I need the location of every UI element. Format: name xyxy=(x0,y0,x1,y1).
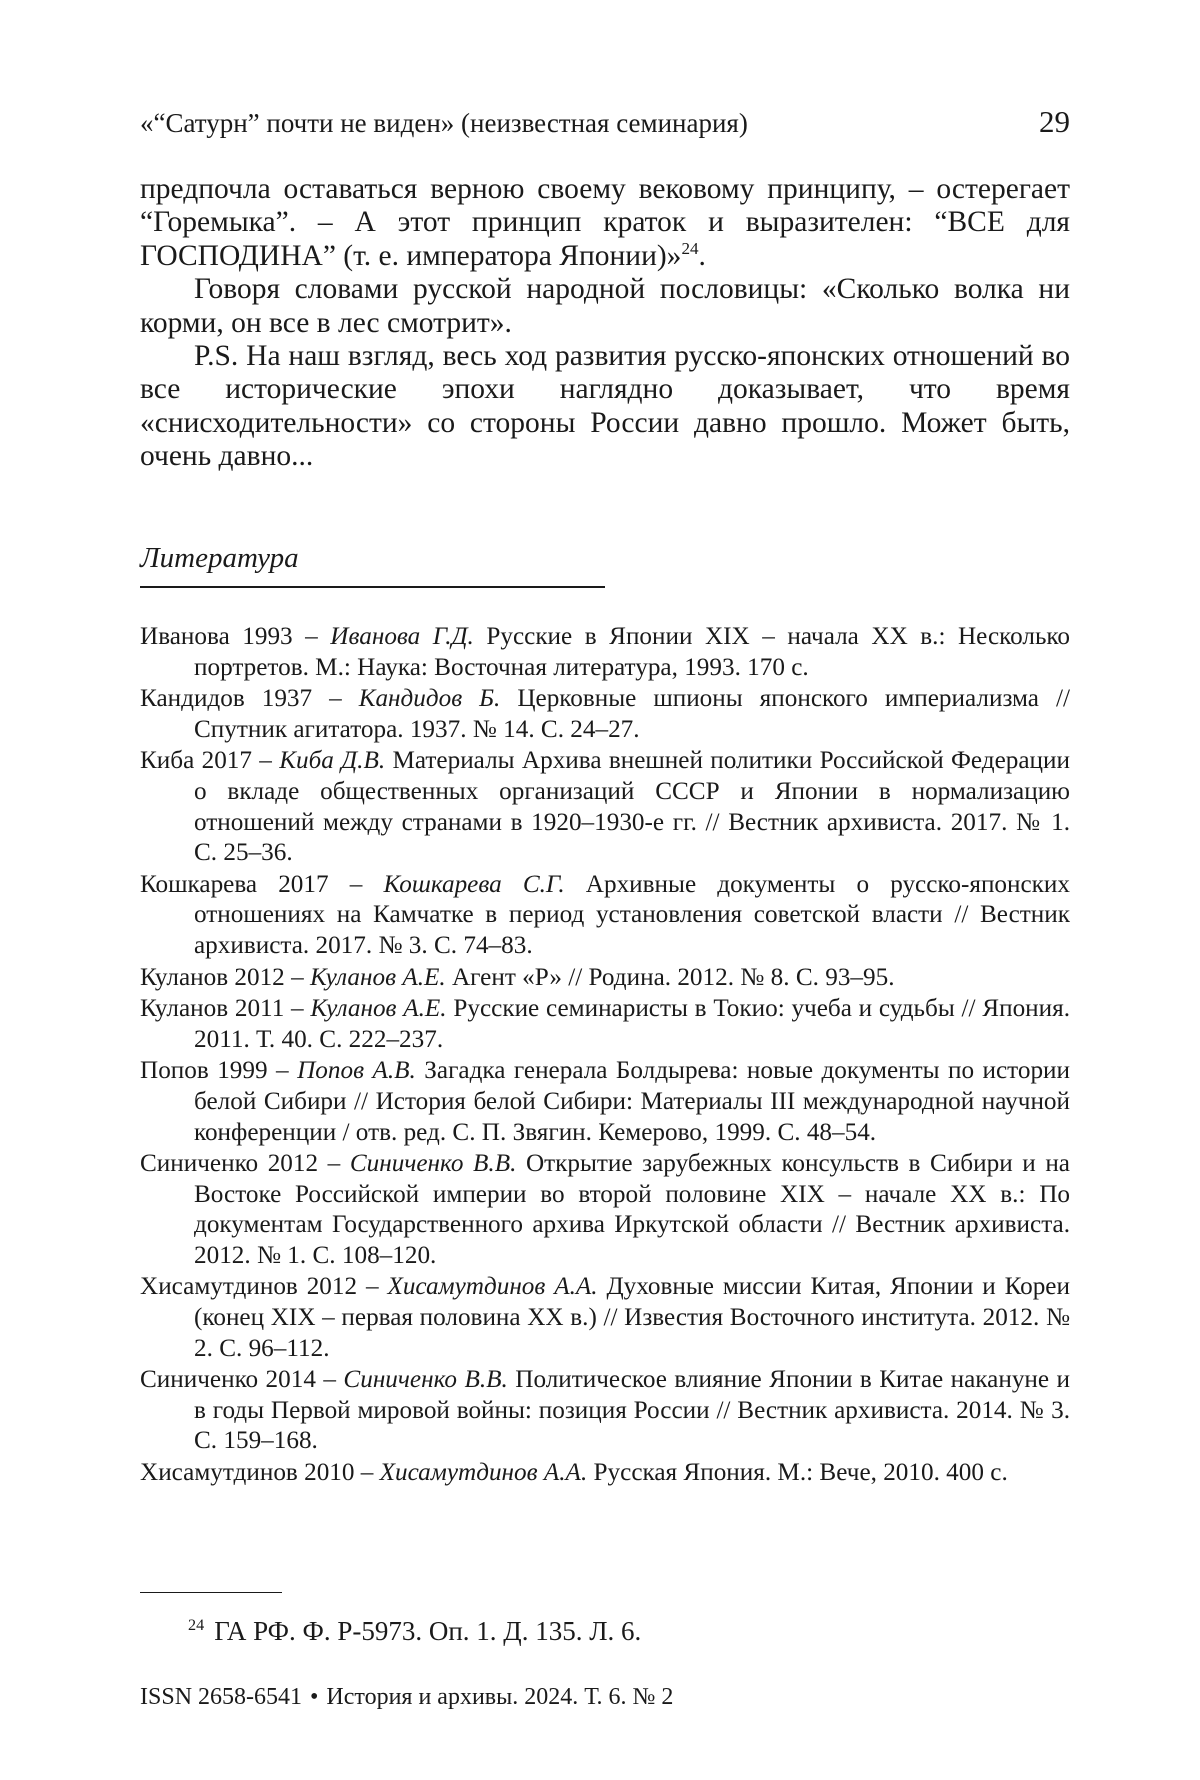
reference-text: Церковные шпионы японского империализма // Спутник агитатора. 1937. № 14. С. 24–27. xyxy=(194,685,1070,743)
reference-text: Архивные документы о русско-японских отношениях на Камчатке в период установления советской власти // Вестник архивиста. 2017. № 3. С. 74–83. xyxy=(194,870,1070,959)
reference-key: Кошкарева 2017 – xyxy=(140,870,384,898)
reference-item xyxy=(140,622,1070,683)
running-header xyxy=(140,104,1070,140)
reference-author: Хисамутдинов А.А. xyxy=(379,1459,588,1487)
reference-author: Иванова Г.Д. xyxy=(330,623,474,650)
reference-key: Попов 1999 – xyxy=(140,1057,298,1085)
body-text xyxy=(140,173,1070,474)
reference-item xyxy=(140,1272,1070,1364)
reference-author: Попов А.В. xyxy=(297,1057,416,1085)
reference-key: Куланов 2012 – xyxy=(140,963,310,991)
footnote-text: ГА РФ. Ф. Р-5973. Оп. 1. Д. 135. Л. 6. xyxy=(214,1616,642,1646)
reference-author: Синиченко В.В. xyxy=(349,1150,517,1178)
reference-item xyxy=(140,684,1070,745)
reference-text: Материалы Архива внешней политики Российской Федерации о вкладе общественных организаций СССР и Японии в нормализацию отношений между странами в 1920–1930-е гг. // Вестник архивиста. 2017. № 1. С. 25–36. xyxy=(194,747,1070,867)
reference-text: Русские семинаристы в Токио: учеба и судьбы // Япония. 2011. Т. 40. С. 222–237. xyxy=(194,995,1071,1053)
reference-author: Синиченко В.В. xyxy=(343,1366,508,1394)
reference-key: Киба 2017 – xyxy=(140,747,280,775)
reference-item xyxy=(140,870,1070,962)
reference-text: Загадка генерала Болдырева: новые документы по истории белой Сибири // История белой Сибири: Материалы III международной научной конференции / отв. ред. С. П. Звягин. Кемерово, 1999. С. 48–54. xyxy=(194,1057,1070,1146)
reference-text: Открытие зарубежных консульств в Сибири и на Востоке Российской империи во второй половине XIX – начале XX в.: По документам Государственного архива Иркутской области // Вестник архивиста. 2012. № 1. С. 108–120. xyxy=(194,1150,1070,1269)
paragraph-1-text: предпочла оставаться верною своему вековому принципу, – остерегает “Горемыка”. – А этот принцип краток и выразителен: “ВСЕ для ГОСПОДИНА” (т. е. императора Японии)» xyxy=(140,173,1070,272)
reference-author: Кошкарева С.Г. xyxy=(383,870,565,898)
reference-item xyxy=(140,1149,1070,1271)
reference-item xyxy=(140,1458,1070,1489)
reference-key: Куланов 2011 – xyxy=(140,995,311,1023)
journal-citation: История и архивы. 2024. Т. 6. № 2 xyxy=(326,1684,674,1710)
reference-text: Русские в Японии XIX – начала XX в.: Несколько портретов. М.: Наука: Восточная литература, 1993. 170 с. xyxy=(194,623,1070,681)
paragraph-3: P.S. На наш взгляд, весь ход развития русско-японских отношений во все исторические эпохи наглядно доказывает, что время «снисходительности» со стороны России давно прошло. Может быть, очень давно... xyxy=(140,340,1070,473)
reference-key: Хисамутдинов 2010 – xyxy=(140,1459,380,1487)
reference-key: Иванова 1993 – xyxy=(140,623,331,650)
page-number: 29 xyxy=(1039,104,1070,139)
reference-key: Синиченко 2012 – xyxy=(140,1150,350,1178)
reference-item xyxy=(140,994,1070,1055)
footnote xyxy=(188,1616,641,1647)
reference-key: Синиченко 2014 – xyxy=(140,1366,344,1394)
reference-item xyxy=(140,1056,1070,1148)
literature-heading: Литература xyxy=(140,542,299,574)
paragraph-1-end: . xyxy=(698,239,706,272)
reference-text: Русская Япония. М.: Вече, 2010. 400 с. xyxy=(587,1459,1008,1487)
footnote-number: 24 xyxy=(188,1616,205,1634)
journal-footer xyxy=(140,1684,673,1711)
reference-author: Кандидов Б. xyxy=(358,685,501,713)
running-title: «“Сатурн” почти не виден» (неизвестная семинария) xyxy=(140,108,748,138)
footer-separator: • xyxy=(310,1684,319,1710)
reference-author: Хисамутдинов А.А. xyxy=(387,1273,598,1301)
reference-author: Куланов А.Е. xyxy=(309,963,446,991)
reference-key: Хисамутдинов 2012 – xyxy=(140,1273,388,1301)
reference-author: Киба Д.В. xyxy=(279,747,386,775)
reference-text: Агент «Р» // Родина. 2012. № 8. С. 93–95. xyxy=(445,963,895,991)
reference-item xyxy=(140,963,1070,994)
paragraph-1 xyxy=(140,173,1070,273)
reference-item xyxy=(140,1365,1070,1457)
literature-heading-rule xyxy=(140,586,605,588)
footnote-rule xyxy=(140,1592,282,1593)
reference-list xyxy=(140,622,1070,1490)
reference-author: Куланов А.Е. xyxy=(310,995,447,1023)
issn: ISSN 2658-6541 xyxy=(140,1684,303,1710)
reference-item xyxy=(140,746,1070,868)
paragraph-2: Говоря словами русской народной пословицы: «Сколько волка ни корми, он все в лес смотрит». xyxy=(140,273,1070,339)
reference-key: Кандидов 1937 – xyxy=(140,685,359,713)
reference-text: Духовные миссии Китая, Японии и Кореи (конец XIX – первая половина XX в.) // Известия Восточного института. 2012. № 2. С. 96–112. xyxy=(194,1273,1070,1362)
reference-text: Политическое влияние Японии в Китае накануне и в годы Первой мировой войны: позиция России // Вестник архивиста. 2014. № 3. С. 159–168. xyxy=(194,1366,1070,1455)
footnote-reference[interactable]: 24 xyxy=(681,238,699,258)
